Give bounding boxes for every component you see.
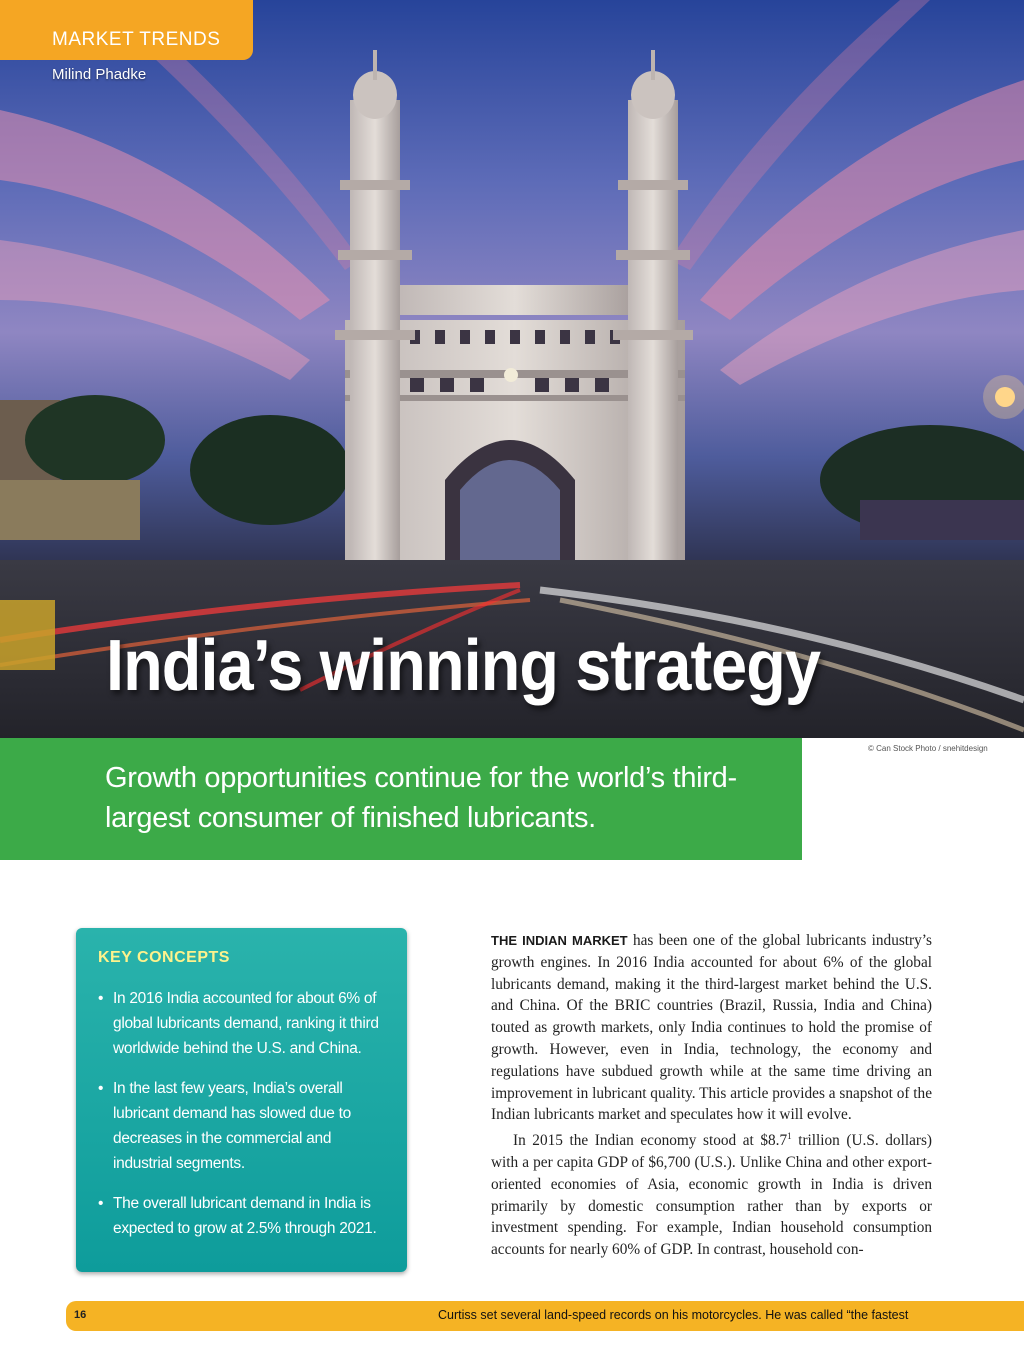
bullet-icon: • bbox=[98, 1080, 104, 1097]
photo-credit: © Can Stock Photo / snehitdesign bbox=[868, 744, 988, 753]
article-paragraph-text: In 2015 the Indian economy stood at $8.7 bbox=[513, 1132, 788, 1150]
article-paragraph bbox=[491, 1126, 932, 1261]
footer-bar bbox=[66, 1301, 1024, 1331]
author-byline: Milind Phadke bbox=[52, 66, 147, 83]
key-concepts-title: KEY CONCEPTS bbox=[98, 949, 230, 966]
article-lead-in: THE INDIAN MARKET bbox=[491, 933, 628, 948]
article-body bbox=[491, 930, 932, 1261]
key-concepts-box bbox=[76, 928, 407, 1272]
footer-running-text: Curtiss set several land-speed records on his motorcycles. He was called “the fastest bbox=[438, 1308, 909, 1322]
bullet-icon: • bbox=[98, 990, 104, 1007]
footnote-marker: 1 bbox=[787, 1131, 792, 1142]
key-concept-item bbox=[98, 1076, 388, 1176]
page-number: 16 bbox=[74, 1309, 87, 1321]
deck-box bbox=[0, 738, 802, 860]
article-paragraph bbox=[491, 930, 932, 1126]
article-paragraph-text: has been one of the global lubricants industry’s growth engines. In 2016 India accounted for about 6% of the global lubricants demand, making it the third-largest market behind the U.S. and China. Of the BRIC countries (Brazil, Russia, India and China) touted as growth markets, only India continues to hold the promise of growth. However, even in India, technology, the economy and regulations have subdued growth while at the same time driving an improvement in lubricant quality. This article provides a snapshot of the Indian lubricants market and speculates how it will evolve. bbox=[491, 932, 933, 1124]
section-tab bbox=[0, 0, 253, 60]
key-concept-item bbox=[98, 1191, 388, 1241]
key-concept-text: The overall lubricant demand in India is expected to grow at 2.5% through 2021. bbox=[113, 1195, 377, 1237]
key-concept-text: In the last few years, India’s overall lubricant demand has slowed due to decreases in the commercial and industrial segments. bbox=[113, 1080, 351, 1172]
article-paragraph-text: trillion (U.S. dollars) with a per capita GDP of $6,700 (U.S.). Unlike China and other export-oriented economies of Asia, economic growth in India is driven primarily by domestic consumption rather than by exports or investment spending. For example, Indian household consumption accounts for nearly 60% of GDP. In contrast, household con- bbox=[491, 1132, 932, 1259]
key-concepts-list bbox=[98, 986, 388, 1256]
headline: India’s winning strategy bbox=[106, 626, 821, 706]
key-concept-text: In 2016 India accounted for about 6% of global lubricants demand, ranking it third worldwide behind the U.S. and China. bbox=[113, 990, 379, 1057]
bullet-icon: • bbox=[98, 1195, 104, 1212]
section-label: MARKET TRENDS bbox=[52, 29, 221, 50]
deck-subtitle: Growth opportunities continue for the world’s third-largest consumer of finished lubricants. bbox=[105, 762, 737, 834]
key-concept-item bbox=[98, 986, 388, 1061]
